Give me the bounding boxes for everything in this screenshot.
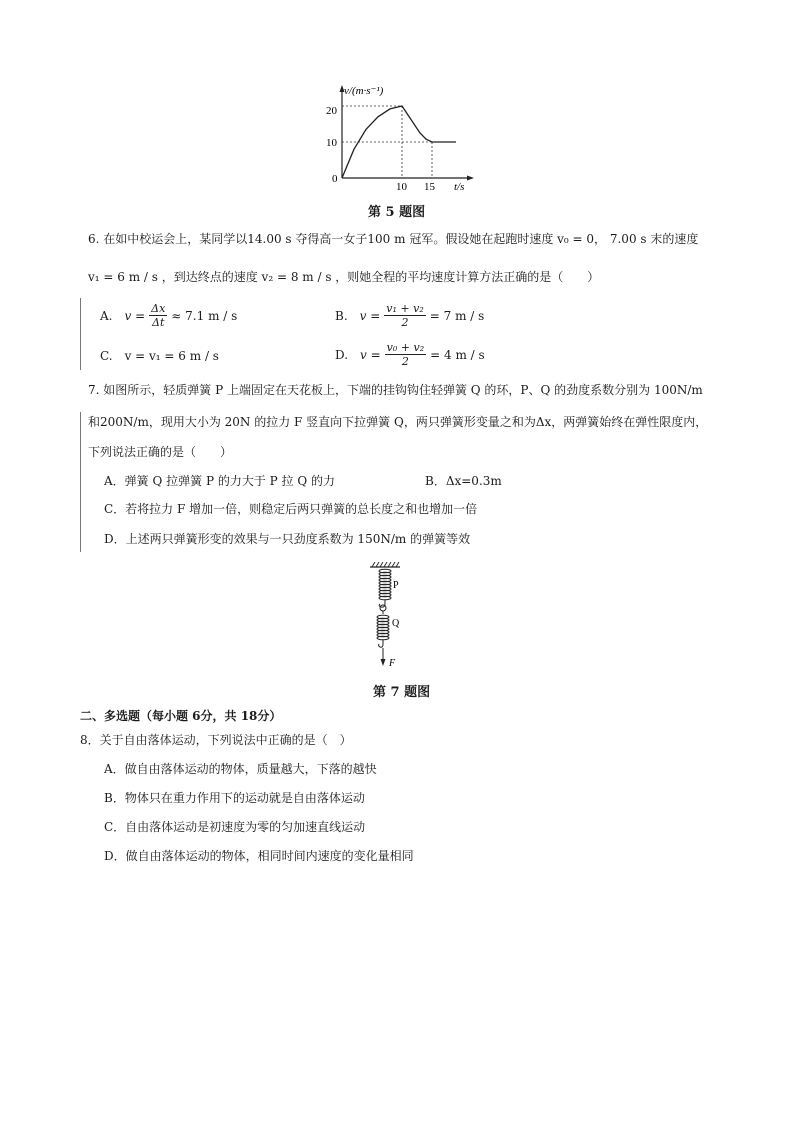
q6-stem-line1: 6. 在如中校运会上，某同学以14.00 s 夺得高一女子100 m 冠军。假设她在起跑时速度 v₀ = 0， 7.00 s 末的速度 (88, 232, 699, 246)
q6-option-d-den: 2 (401, 355, 409, 368)
bottom-hook (379, 640, 383, 647)
xtick-10: 10 (396, 181, 407, 193)
fig5-vt-graph (318, 82, 478, 194)
spring-p (379, 569, 391, 600)
q6-option-a-label: A. (100, 308, 113, 323)
ytick-10: 10 (326, 137, 337, 149)
q6-option-a[interactable] (100, 302, 237, 329)
q6-option-d-fraction (385, 341, 426, 368)
q6-option-d-rhs: = 4 m / s (430, 347, 485, 362)
q6-option-a-rhs: ≈ 7.1 m / s (171, 308, 238, 323)
force-arrowhead (381, 659, 386, 666)
q7-option-c[interactable]: C．若将拉力 F 增加一倍，则稳定后两只弹簧的总长度之和也增加一倍 (104, 502, 478, 516)
fig5-caption: 第 5 题图 (368, 205, 426, 220)
q7-option-b[interactable]: B．Δx=0.3m (425, 474, 502, 488)
q8-stem: 8．关于自由落体运动，下列说法中正确的是（ ） (80, 733, 352, 747)
q6-option-b-label: B. (335, 308, 348, 323)
fig7-caption: 第 7 题图 (373, 685, 431, 700)
spring-q (377, 615, 389, 640)
q6-option-a-den: Δt (152, 316, 165, 329)
x-axis-arrow (467, 176, 474, 181)
q6-option-b-lhs: v = (359, 308, 381, 323)
ytick-20: 20 (326, 105, 337, 117)
q6-option-a-fraction (149, 302, 167, 329)
q7-stem-line2: 和200N/m，现用大小为 20N 的拉力 F 竖直向下拉弹簧 Q，两只弹簧形变量之和为Δx，两弹簧始终在弹性限度内， (88, 415, 708, 429)
section2-heading: 二、多选题（每小题 6分，共 18分） (80, 709, 282, 723)
label-q: Q (392, 618, 400, 629)
q6-option-b-num: v₁ + v₂ (386, 302, 424, 315)
ceiling-hatch (372, 562, 399, 567)
ring (380, 605, 386, 611)
q8-option-d[interactable]: D．做自由落体运动的物体，相同时间内速度的变化量相同 (104, 849, 414, 863)
q6-option-c[interactable] (100, 347, 219, 364)
q6-option-d-num: v₀ + v₂ (386, 341, 425, 354)
origin-label: 0 (332, 173, 338, 185)
q6-option-a-num: Δx (151, 302, 166, 315)
label-f: F (389, 658, 396, 669)
q8-option-b[interactable]: B．物体只在重力作用下的运动就是自由落体运动 (104, 791, 365, 805)
margin-bar (80, 298, 81, 370)
q6-option-b[interactable] (335, 302, 484, 329)
q7-stem-line1: 7. 如图所示，轻质弹簧 P 上端固定在天花板上，下端的挂钩钩住轻弹簧 Q 的环，P、Q 的劲度系数分别为 100N/m (88, 383, 703, 397)
q6-option-d-label: D. (335, 347, 349, 362)
q6-option-c-text: C. v = v₁ = 6 m / s (100, 349, 219, 363)
q6-option-d-lhs: v = (360, 347, 381, 362)
margin-bar (80, 412, 81, 552)
q6-option-a-lhs: v = (124, 308, 146, 323)
label-p: P (393, 580, 399, 591)
x-axis-label: t/s (454, 181, 465, 193)
q8-option-a[interactable]: A．做自由落体运动的物体，质量越大，下落的越快 (104, 762, 377, 776)
q6-option-b-rhs: = 7 m / s (429, 308, 485, 323)
xtick-15: 15 (424, 181, 435, 193)
q6-stem-line2: v₁ = 6 m / s ，到达终点的速度 v₂ = 8 m / s ，则她全程的平均速度计算方法正确的是（ ） (88, 270, 600, 284)
q6-option-b-fraction (384, 302, 425, 329)
fig7-springs (364, 562, 412, 672)
q7-option-d[interactable]: D．上述两只弹簧形变的效果与一只劲度系数为 150N/m 的弹簧等效 (104, 532, 471, 546)
q6-option-b-den: 2 (401, 316, 409, 329)
q7-stem-line3: 下列说法正确的是（ ） (88, 445, 233, 459)
y-axis-label: v/(m·s⁻¹) (344, 85, 384, 97)
q7-option-a[interactable]: A．弹簧 Q 拉弹簧 P 的力大于 P 拉 Q 的力 (104, 474, 336, 488)
q6-option-d[interactable] (335, 341, 485, 368)
q8-option-c[interactable]: C．自由落体运动是初速度为零的匀加速直线运动 (104, 820, 366, 834)
